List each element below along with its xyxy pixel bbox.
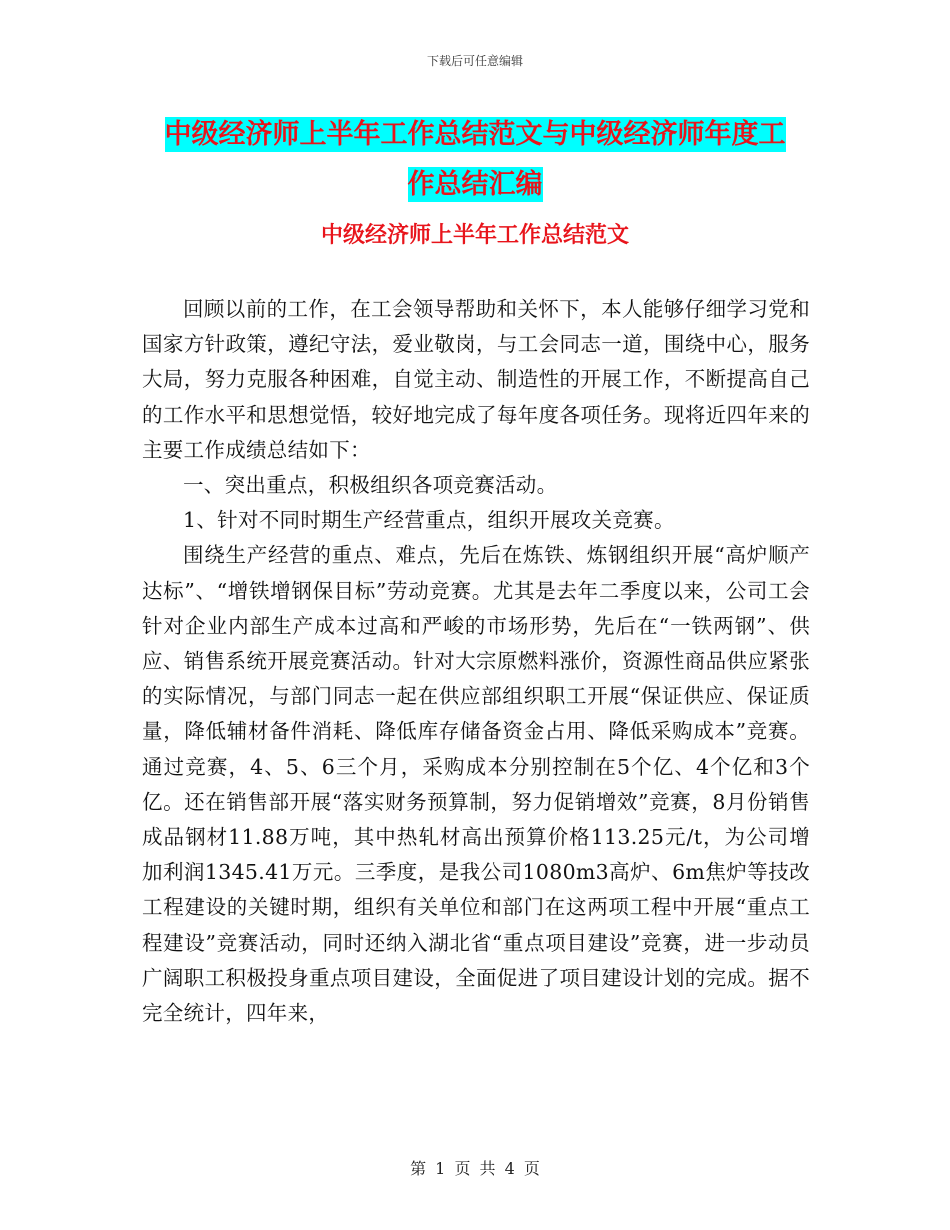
- paragraph: 1、针对不同时期生产经营重点，组织开展攻关竞赛。: [183, 508, 675, 533]
- document-title-line2: 作总结汇编: [407, 169, 543, 200]
- page-header-note: 下载后可任意编辑: [426, 54, 523, 68]
- paragraph: 围绕生产经营的重点、难点，先后在炼铁、炼钢组织开展“高炉顺产达标”、“增铁增钢保目标”劳动竞赛。尤其是去年二季度以来，公司工会针对企业内部生产成本过高和严峻的市场形势，先后在“一铁两钢”、供应、销售系统开展竞赛活动。针对大宗原燃料涨价，资源性商品供应紧张的实际情况，与部门同志一起在供应部组织职工开展“保证供应、保证质量，降低辅材备件消耗、降低库存储备资金占用、降低采购成本”竞赛。通过竞赛，4、5、6三个月，采购成本分别控制在5个亿、4个亿和3个亿。还在销售部开展“落实财务预算制，努力促销增效”竞赛，8月份销售成品钢材11.88万吨，其中热轧材高出预算价格113.25元/t，为公司增加利润1345.41万元。三季度，是我公司1080m3高炉、6m焦炉等技改工程建设的关键时期，组织有关单位和部门在这两项工程中开展“重点工程建设”竞赛活动，同时还纳入湖北省“重点项目建设”竞赛，进一步动员广阔职工积极投身重点项目建设，全面促进了项目建设计划的完成。据不完全统计，四年来，: [142, 543, 810, 1026]
- paragraph: 一、突出重点，积极组织各项竞赛活动。: [183, 473, 558, 498]
- section-title: 中级经济师上半年工作总结范文: [320, 223, 629, 248]
- document-title: [0, 110, 950, 210]
- body-text: [142, 292, 810, 1031]
- page-footer: 第 1 页 共 4 页: [410, 1159, 540, 1178]
- paragraph: 回顾以前的工作，在工会领导帮助和关怀下，本人能够仔细学习党和国家方针政策，遵纪守法，爱业敬岗，与工会同志一道，围绕中心，服务大局，努力克服各种困难，自觉主动、制造性的开展工作，不断提高自己的工作水平和思想觉悟，较好地完成了每年度各项任务。现将近四年来的主要工作成绩总结如下：: [142, 297, 810, 462]
- document-title-line1: 中级经济师上半年工作总结范文与中级经济师年度工: [164, 119, 786, 150]
